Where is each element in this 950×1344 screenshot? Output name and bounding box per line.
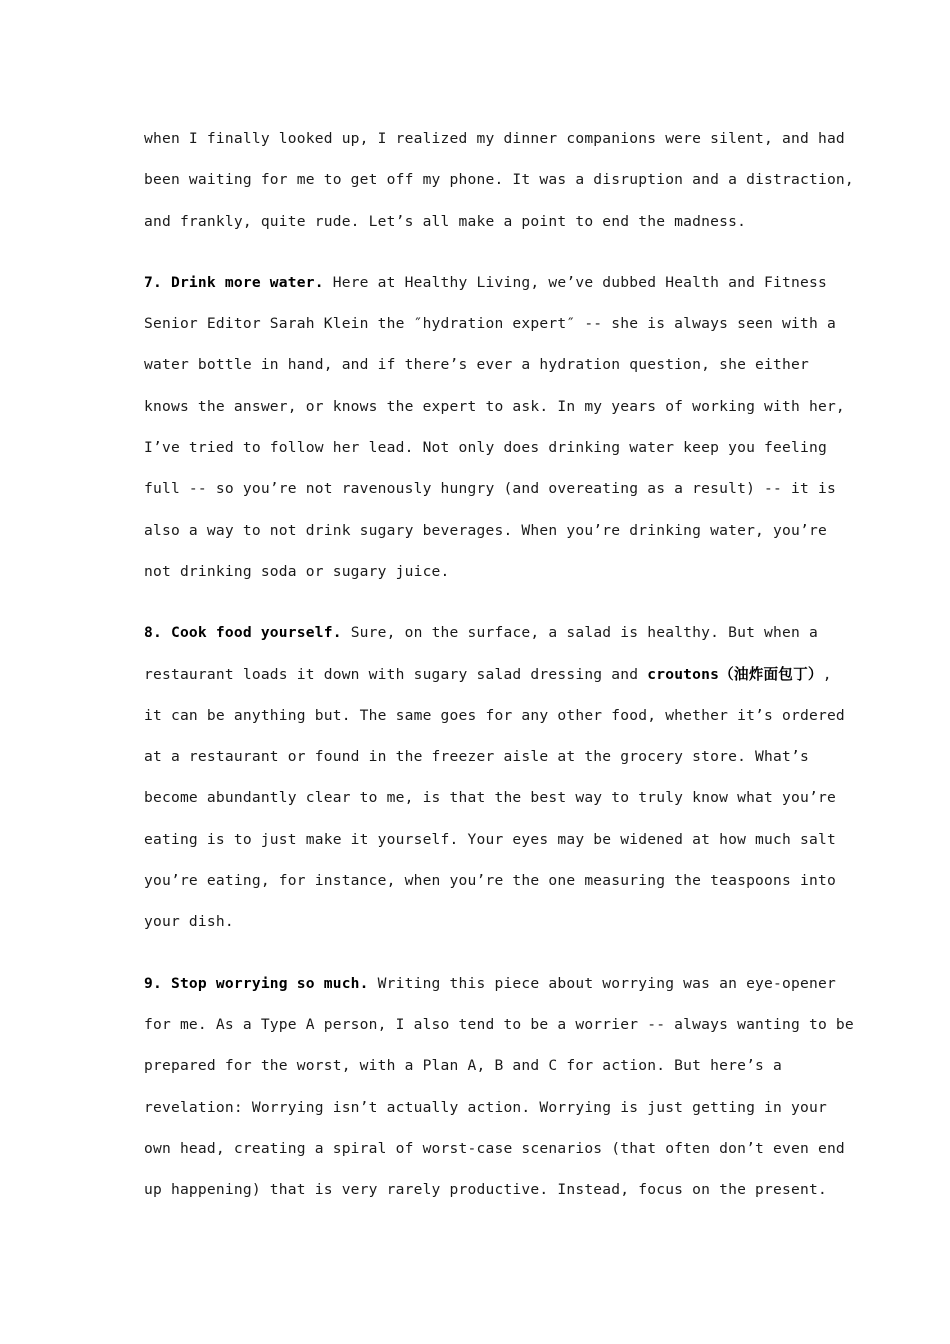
text-run: Sure, on the surface, a salad is healthy. But when a bbox=[341, 624, 818, 642]
tip-heading: 7. Drink more water. bbox=[144, 273, 324, 291]
text-line: become abundantly clear to me, is that the best way to truly know what you’re bbox=[144, 789, 836, 807]
text-line: and frankly, quite rude. Let’s all make a point to end the madness. bbox=[144, 212, 747, 230]
text-line bbox=[144, 612, 818, 653]
text-line: I’ve tried to follow her lead. Not only does drinking water keep you feeling bbox=[144, 439, 827, 457]
text-line: Senior Editor Sarah Klein the ″hydration expert″ -- she is always seen with a bbox=[144, 315, 836, 333]
paragraph-continuation bbox=[144, 118, 854, 242]
text-line: your dish. bbox=[144, 913, 234, 931]
text-line: it can be anything but. The same goes for any other food, whether it’s ordered bbox=[144, 706, 845, 724]
text-line: knows the answer, or knows the expert to ask. In my years of working with her, bbox=[144, 397, 845, 415]
text-line bbox=[144, 654, 832, 695]
text-line bbox=[144, 262, 827, 303]
text-line: revelation: Worrying isn’t actually action. Worrying is just getting in your bbox=[144, 1098, 827, 1116]
paragraph-drink-more-water bbox=[144, 262, 845, 592]
text-line: eating is to just make it yourself. Your eyes may be widened at how much salt bbox=[144, 830, 836, 848]
tip-heading: 8. Cook food yourself. bbox=[144, 624, 342, 642]
text-run: Writing this piece about worrying was an eye-opener bbox=[368, 974, 836, 992]
text-line: also a way to not drink sugary beverages. When you’re drinking water, you’re bbox=[144, 521, 827, 539]
tip-heading: 9. Stop worrying so much. bbox=[144, 974, 369, 992]
text-run: restaurant loads it down with sugary salad dressing and bbox=[144, 665, 648, 683]
text-line: up happening) that is very rarely productive. Instead, focus on the present. bbox=[144, 1181, 827, 1199]
text-line: own head, creating a spiral of worst-case scenarios (that often don’t even end bbox=[144, 1139, 845, 1157]
text-line: you’re eating, for instance, when you’re the one measuring the teaspoons into bbox=[144, 872, 836, 890]
text-line: full -- so you’re not ravenously hungry (and overeating as a result) -- it is bbox=[144, 480, 836, 498]
text-line: been waiting for me to get off my phone. It was a disruption and a distraction, bbox=[144, 171, 854, 189]
text-line: for me. As a Type A person, I also tend to be a worrier -- always wanting to be bbox=[144, 1015, 854, 1033]
text-line: at a restaurant or found in the freezer aisle at the grocery store. What’s bbox=[144, 748, 809, 766]
paragraph-cook-food-yourself bbox=[144, 612, 845, 942]
text-line bbox=[144, 963, 836, 1004]
text-line: not drinking soda or sugary juice. bbox=[144, 562, 450, 580]
text-run: Here at Healthy Living, we’ve dubbed Health and Fitness bbox=[323, 273, 827, 291]
text-line: water bottle in hand, and if there’s ever a hydration question, she either bbox=[144, 356, 809, 374]
paragraph-stop-worrying bbox=[144, 963, 854, 1211]
text-line: prepared for the worst, with a Plan A, B and C for action. But here’s a bbox=[144, 1057, 783, 1075]
gloss-term: croutons（油炸面包丁） bbox=[647, 665, 823, 683]
text-run: , bbox=[822, 665, 832, 683]
text-line: when I finally looked up, I realized my dinner companions were silent, and had bbox=[144, 130, 845, 147]
document-body bbox=[144, 118, 854, 1230]
